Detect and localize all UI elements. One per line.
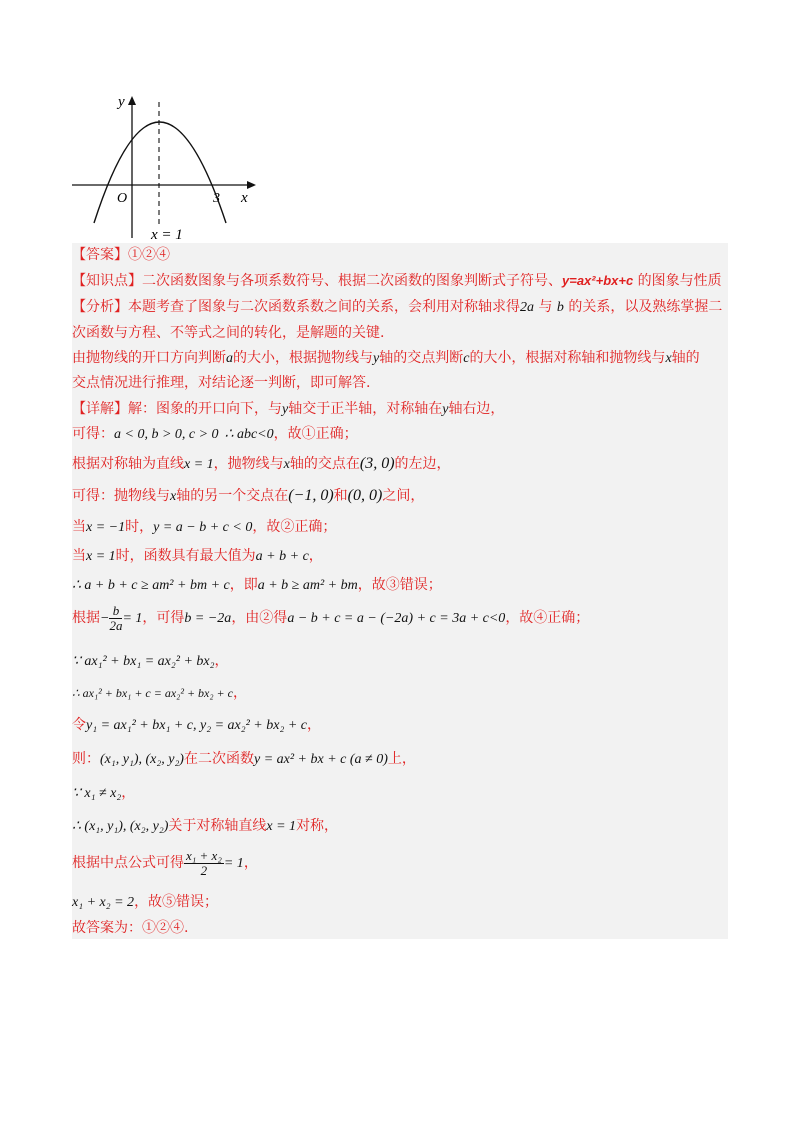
- detail-text: 当: [72, 519, 86, 535]
- fraction: [109, 604, 122, 633]
- detail-text: 轴右边，: [448, 401, 505, 417]
- detail-line-10: [72, 682, 247, 704]
- math-expr: c: [463, 351, 470, 366]
- minus-sign: −: [100, 611, 110, 626]
- math-expr: (−1, 0): [288, 487, 334, 504]
- detail-text: 根据: [72, 610, 100, 626]
- detail-line-15: [72, 846, 258, 881]
- math-expr: ∴ (x₁, y₁), (x₂, y₂): [72, 819, 169, 834]
- math-expr: x: [283, 457, 290, 472]
- analysis-text: 本题考查了图象与二次函数系数之间的关系，会利用对称轴求得: [128, 299, 520, 315]
- detail-text: ，可得: [142, 610, 185, 626]
- x-intercept-label: 3: [213, 191, 220, 206]
- detail-line-9: [72, 650, 228, 673]
- fraction-denominator: 2: [200, 862, 208, 878]
- math-expr: y = ax² + bx + c (a ≠ 0): [253, 752, 388, 767]
- math-expr: (x₁, y₁), (x₂, y₂): [100, 752, 184, 767]
- math-expr: y = a − b + c < 0: [153, 520, 253, 535]
- detail-line-6: [72, 545, 323, 568]
- detail-text: 可得：: [72, 426, 114, 442]
- detail-text: 和: [333, 488, 348, 504]
- knowledge-text2: 的图象与性质: [633, 273, 722, 289]
- math-expr: ∵ ax₁² + bx₁ = ax₂² + bx₂: [72, 654, 215, 669]
- math-expr: = 1: [223, 856, 244, 871]
- detail-text: 时，函数具有最大值为: [115, 548, 256, 564]
- detail-text: 轴交于正半轴，对称轴在: [288, 401, 443, 417]
- math-expr: x₁ + x₂ = 2: [72, 895, 135, 910]
- origin-label: O: [117, 191, 128, 206]
- analysis-text: 的关系，以及熟练掌握二: [563, 299, 723, 315]
- knowledge-tag: 【知识点】: [72, 273, 142, 289]
- knowledge-line: [72, 270, 722, 292]
- math-expr: a: [226, 351, 233, 366]
- detail-text: 可得：抛物线与: [72, 488, 170, 504]
- axis-of-symmetry-label: x = 1: [151, 227, 183, 243]
- detail-text: 之间，: [382, 488, 425, 504]
- x-axis-label: x: [241, 190, 248, 206]
- detail-text: ，: [243, 855, 258, 871]
- detail-line-7: [72, 574, 442, 597]
- math-expr: 2a: [520, 300, 534, 315]
- analysis-text: 与: [534, 299, 557, 315]
- detail-line-8: [72, 603, 589, 634]
- math-expr: (3, 0): [359, 455, 395, 472]
- detail-text: ，故③错误；: [357, 577, 442, 593]
- detail-text: ，即: [229, 577, 258, 593]
- detail-text: ，: [214, 653, 229, 669]
- math-expr: ∴ ax₁² + bx₁ + c = ax₂² + bx₂ + c: [72, 686, 233, 700]
- answer-block: [72, 243, 728, 939]
- math-expr: ∴ a + b + c ≥ am² + bm + c: [72, 578, 230, 593]
- math-expr: x = −1: [86, 520, 126, 535]
- detail-line-12: [72, 748, 416, 771]
- fraction-numerator: b: [109, 604, 122, 619]
- detail-text: 根据对称轴为直线: [72, 456, 184, 472]
- math-expr: a + b ≥ am² + bm: [257, 578, 358, 593]
- x-axis-arrow: [247, 181, 256, 189]
- answer-text: ①②④: [128, 247, 170, 263]
- math-expr: a < 0, b > 0, c > 0: [114, 427, 219, 442]
- y-axis-label: y: [118, 94, 125, 110]
- detail-line-1: [72, 398, 504, 421]
- detail-text: ，抛物线与: [213, 456, 284, 472]
- detail-line-16: [72, 891, 218, 914]
- detail-text: 轴的另一个交点在: [176, 488, 289, 504]
- detail-text: 则：: [72, 751, 100, 767]
- math-expr: x: [665, 351, 672, 366]
- detail-text: ，故②正确；: [252, 519, 337, 535]
- analysis-tag: 【分析】: [72, 299, 128, 315]
- detail-line-2: [72, 423, 358, 446]
- analysis-text: 由抛物线的开口方向判断: [72, 350, 226, 366]
- detail-line-4: [72, 485, 424, 508]
- detail-text: 根据中点公式可得: [72, 855, 184, 871]
- analysis-line-4: 交点情况进行推理，对结论逐一判断，即可解答.: [72, 375, 371, 391]
- analysis-text: 轴的: [671, 350, 700, 366]
- math-expr: y: [373, 351, 380, 366]
- math-expr: x = 1: [86, 549, 116, 564]
- math-expr: x = 1: [184, 457, 214, 472]
- analysis-text: 的大小，根据抛物线与: [233, 350, 373, 366]
- detail-line-11: [72, 714, 321, 737]
- detail-tag: 【详解】: [72, 401, 128, 417]
- analysis-text: 的大小，根据对称轴和抛物线与: [469, 350, 666, 366]
- parabola-curve: [94, 122, 226, 223]
- detail-line-17: 故答案为：①②④.: [72, 920, 189, 936]
- fraction: [184, 849, 224, 878]
- detail-text: 轴的交点在: [289, 456, 360, 472]
- detail-text: 时，: [125, 519, 154, 535]
- knowledge-formula: y=ax²+bx+c: [562, 273, 634, 288]
- math-expr: ∴ abc<0: [224, 427, 274, 442]
- math-expr: (0, 0): [347, 487, 383, 504]
- answer-line: [72, 244, 170, 266]
- detail-text: 当: [72, 548, 86, 564]
- answer-tag: 【答案】: [72, 247, 128, 263]
- analysis-line-1: [72, 296, 722, 319]
- math-expr: a + b + c: [255, 549, 309, 564]
- detail-text: 在二次函数: [183, 751, 254, 767]
- detail-text: ，: [308, 548, 323, 564]
- detail-text: 令: [72, 717, 86, 733]
- analysis-text: 轴的交点判断: [379, 350, 464, 366]
- math-expr: b = −2a: [184, 611, 232, 626]
- parabola-graph: [66, 88, 266, 248]
- detail-text: 解：图象的开口向下，与: [128, 401, 282, 417]
- analysis-line-2: 次函数与方程、不等式之间的转化，是解题的关键.: [72, 325, 385, 341]
- detail-line-14: [72, 815, 338, 838]
- math-expr: x = 1: [266, 819, 297, 834]
- analysis-line-3: [72, 347, 700, 370]
- math-expr: y: [282, 402, 289, 417]
- detail-text: ，: [307, 717, 321, 733]
- math-expr: = 1: [122, 611, 143, 626]
- detail-text: 的左边，: [394, 456, 451, 472]
- detail-text: ，故⑤错误；: [134, 894, 219, 910]
- fraction-denominator: 2a: [109, 617, 123, 633]
- detail-text: ，: [121, 785, 136, 801]
- fraction-numerator: x₁ + x₂: [186, 847, 222, 863]
- detail-text: ，故④正确；: [505, 610, 590, 626]
- math-expr: a − b + c = a − (−2a) + c = 3a + c<0: [287, 611, 506, 626]
- math-expr: x: [170, 489, 177, 504]
- detail-text: ，: [232, 685, 247, 701]
- knowledge-text: 二次函数图象与各项系数符号、根据二次函数的图象判断式子符号、: [142, 273, 562, 289]
- detail-text: 对称，: [296, 818, 339, 834]
- y-axis-arrow: [128, 96, 136, 105]
- detail-text: 上，: [387, 751, 416, 767]
- math-expr: b: [556, 300, 564, 315]
- detail-line-5: [72, 516, 336, 539]
- math-expr: ∵ x₁ ≠ x₂: [72, 786, 122, 801]
- detail-text: 关于对称轴直线: [168, 818, 267, 834]
- detail-text: ，由②得: [231, 610, 288, 626]
- detail-text: ，故①正确；: [273, 426, 358, 442]
- detail-line-13: [72, 782, 135, 805]
- math-expr: y₁ = ax₁² + bx₁ + c, y₂ = ax₂² + bx₂ + c: [86, 718, 307, 733]
- math-expr: y: [442, 402, 449, 417]
- detail-line-3: [72, 453, 451, 476]
